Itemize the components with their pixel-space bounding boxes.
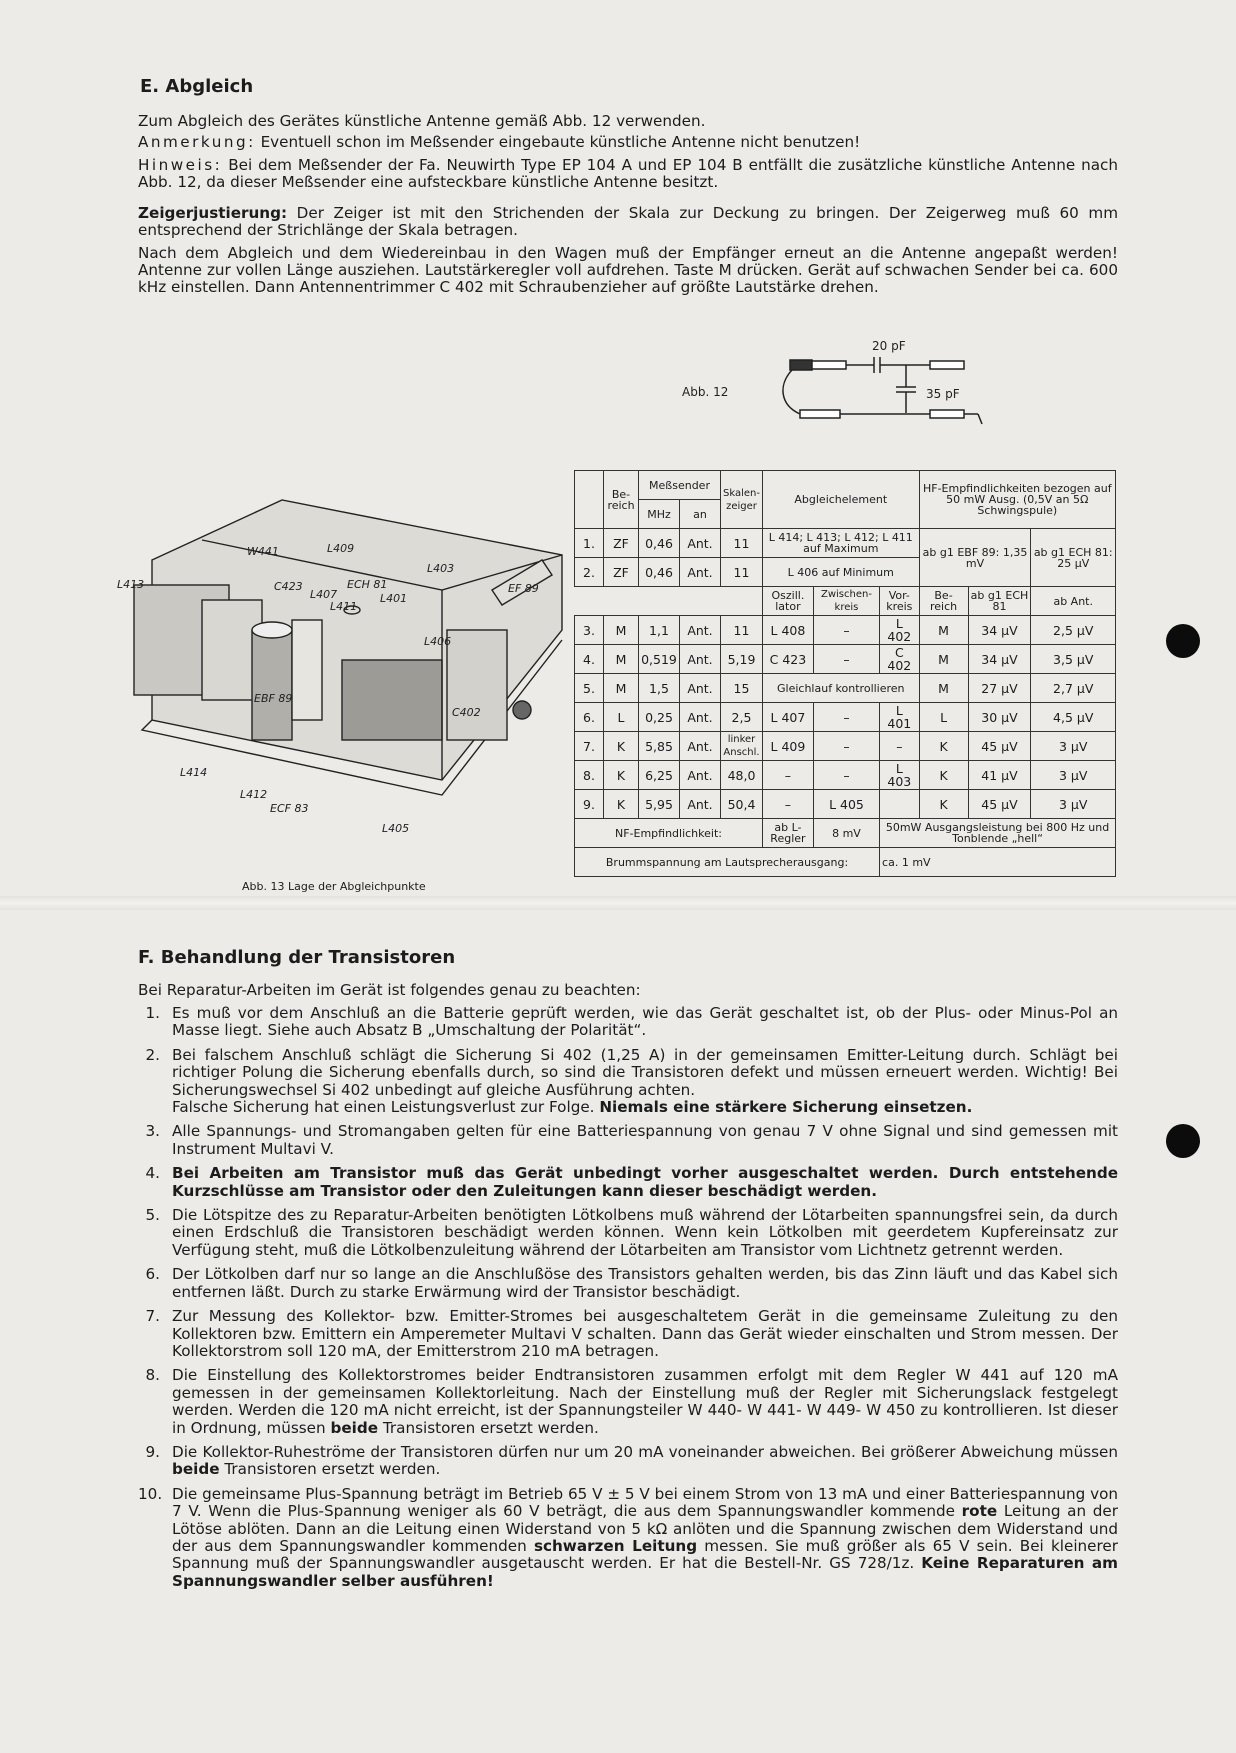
abb12-caption: Abb. 12: [682, 385, 729, 399]
cell: 50,4: [721, 790, 763, 819]
cell: Ant.: [680, 790, 721, 819]
cell: C 402: [880, 645, 920, 674]
list-item: 9. Die Kollektor-Ruheströme der Transistoren dürfen nur um 20 mA voneinander abweichen. Bei größerer Abweichung müssen beide Transistoren ersetzt werden.: [145, 1442, 1118, 1479]
abb13-label-4: L413: [117, 578, 145, 591]
abb13-caption: Abb. 13 Lage der Abgleichpunkte: [242, 880, 426, 893]
cell: M: [919, 645, 968, 674]
table-row: [575, 790, 1116, 819]
cell: 3 μV: [1031, 732, 1116, 761]
cell: 11: [721, 558, 763, 587]
table-row: [575, 703, 1116, 732]
cell: 0,519: [639, 645, 680, 674]
cell: L 403: [880, 761, 920, 790]
punch-hole-top: [1166, 624, 1200, 658]
cell: 30 μV: [968, 703, 1031, 732]
cell: L 405: [813, 790, 879, 819]
cell: ZF: [604, 529, 639, 558]
cell: Ant.: [680, 645, 721, 674]
cell: L 414; L 413; L 412; L 411 auf Maximum: [762, 529, 919, 558]
cell: Ant.: [680, 616, 721, 645]
anmerkung-text: Eventuell schon im Meßsender eingebaute künstliche Antenne nicht benutzen!: [260, 133, 861, 151]
cell: 5,95: [639, 790, 680, 819]
abb13-label-10: EF 89: [508, 582, 539, 595]
cell: 3 μV: [1031, 761, 1116, 790]
cell: L 408: [762, 616, 813, 645]
cell: –: [813, 645, 879, 674]
table-row: [575, 674, 1116, 703]
cell: 9.: [575, 790, 604, 819]
table-row: [575, 529, 1116, 558]
cell: 48,0: [721, 761, 763, 790]
th-messender: Meßsender: [639, 471, 721, 500]
table-row: [575, 732, 1116, 761]
list-item: 5. Die Lötspitze des zu Reparatur-Arbeiten benötigten Lötkolbens muß während der Lötarbeiten spannungsfrei sein, da durch einen Erdschluß die Transistoren beschädigt werden können. Wenn kein Lötkolben mit geerdetem Kupfereinsatz zur Verfügung steht, muß die Lötkolbenzuleitung während der Lötarbeiten am Transistor vom Lichtnetz getrennt werden.: [145, 1206, 1118, 1259]
abb13-label-11: L406: [424, 635, 452, 648]
cell: 27 μV: [968, 674, 1031, 703]
cell: 0,46: [639, 529, 680, 558]
cell: 7.: [575, 732, 604, 761]
cell: 3.: [575, 616, 604, 645]
cell: 6.: [575, 703, 604, 732]
abb13-chassis-drawing: [112, 480, 572, 880]
list-item: 10. Die gemeinsame Plus-Spannung beträgt im Betrieb 65 V ± 5 V bei einem Strom von 13 mA und einer Batteriespannung von 7 V. Wenn die Plus-Spannung weniger als 60 V beträgt, die aus dem Spannungswandler kommende rote Leitung an der Lötöse ablöten. Dann an die Leitung einen Widerstand von 5 kΩ anlöten und die Spannung zwischen dem Widerstand und der aus dem Spannungswandler kommenden schwarzen Leitung messen. Sie muß größer als 65 V sein. Bei kleinerer Spannung muß der Spannungswandler ausgetauscht werden. Er hat die Bestell-Nr. GS 728/1z. Keine Reparaturen am Spannungswandler selber ausführen!: [138, 1484, 1119, 1590]
th-bereich2: Be-reich: [919, 587, 968, 616]
cell: 3,5 μV: [1031, 645, 1116, 674]
section-f-heading: F. Behandlung der Transistoren: [138, 947, 456, 968]
cell: 0,25: [639, 703, 680, 732]
cell: 6,25: [639, 761, 680, 790]
zeiger-text: Der Zeiger ist mit den Strichenden der Skala zur Deckung zu bringen. Der Zeigerweg muß 60 mm entsprechend der Strichlänge der Skala betragen.: [138, 204, 1119, 239]
cell: 1,1: [639, 616, 680, 645]
abb13-label-9: L401: [380, 592, 408, 605]
cell: 5,85: [639, 732, 680, 761]
nf-row: [575, 819, 1116, 848]
abb13-label-15: L412: [240, 788, 268, 801]
abb13-label-13: C402: [452, 706, 481, 719]
cell: L 409: [762, 732, 813, 761]
cell: ZF: [604, 558, 639, 587]
list-item: 8. Die Einstellung des Kollektorstromes beider Endtransistoren zusammen erfolgt mit dem Regler W 441 auf 120 mA gemessen in der gemeinsamen Kollektorleitung. Nach der Einstellung muß der Regler mit Sicherungslack festgelegt werden. Werden die 120 mA nicht erreicht, ist der Spannungsteiler W 440- W 441- W 449- W 450 zu kontrollieren. Ist dieser in Ordnung, müssen beide Transistoren ersetzt werden.: [145, 1366, 1118, 1437]
list-item: 1. Es muß vor dem Anschluß an die Batterie geprüft werden, wie das Gerät geschaltet ist, ob der Plus- oder Minus-Pol an Masse liegt. Siehe auch Absatz B „Umschaltung der Polarität“.: [145, 1004, 1118, 1040]
brumm-label: Brummspannung am Lautsprecherausgang:: [575, 848, 880, 877]
cell: K: [604, 790, 639, 819]
cell: 45 μV: [968, 790, 1031, 819]
page-fold: [0, 896, 1236, 910]
cell: –: [813, 761, 879, 790]
abb13-label-17: L405: [382, 822, 410, 835]
cell: 41 μV: [968, 761, 1031, 790]
th-mhz: MHz: [639, 500, 680, 529]
section-e-heading: E. Abgleich: [140, 76, 254, 97]
zeigerjustierung: [138, 205, 1118, 239]
table-subheader-row: [575, 587, 1116, 616]
cell: 11: [721, 529, 763, 558]
anmerkung: [138, 134, 1118, 151]
section-e-p1: Zum Abgleich des Gerätes künstliche Antenne gemäß Abb. 12 verwenden.: [138, 112, 706, 130]
nf-ab: ab L-Regler: [762, 819, 813, 848]
cell: M: [919, 674, 968, 703]
anmerkung-label: Anmerkung:: [138, 133, 256, 151]
abb13-label-14: L414: [180, 766, 208, 779]
hinweis-label: Hinweis:: [138, 156, 223, 174]
abb12-c2-label: 35 pF: [926, 387, 960, 401]
cell: –: [880, 732, 920, 761]
list-item: 3. Alle Spannungs- und Stromangaben gelten für eine Batteriespannung von genau 7 V ohne Signal und sind gemessen mit Instrument Multavi V.: [145, 1122, 1118, 1158]
cell: L 406 auf Minimum: [762, 558, 919, 587]
cell: 4.: [575, 645, 604, 674]
th-an: an: [680, 500, 721, 529]
cell: 1.: [575, 529, 604, 558]
th-abgleich: Abgleichelement: [762, 471, 919, 529]
cell: –: [762, 761, 813, 790]
cell: Gleichlauf kontrollieren: [762, 674, 919, 703]
cell: –: [813, 703, 879, 732]
th-bereich: Be-reich: [604, 471, 639, 529]
hinweis: [138, 157, 1118, 191]
abb13-label-16: ECF 83: [270, 802, 309, 815]
nf-val: 8 mV: [813, 819, 879, 848]
cell: Ant.: [680, 529, 721, 558]
zeiger-label: Zeigerjustierung:: [138, 204, 288, 222]
th-hf: HF-Empfindlichkeiten bezogen auf 50 mW Ausg. (0,5V an 5Ω Schwingspule): [919, 471, 1115, 529]
table-row: [575, 616, 1116, 645]
abb12-diagram: [680, 330, 1000, 440]
cell: L: [919, 703, 968, 732]
cell: 34 μV: [968, 616, 1031, 645]
cell: ab g1 EBF 89: 1,35 mV: [919, 529, 1031, 587]
abb12-c1-label: 20 pF: [872, 339, 906, 353]
punch-hole-bottom: [1166, 1124, 1200, 1158]
abb13-label-5: C423: [274, 580, 303, 593]
cell: L 402: [880, 616, 920, 645]
cell: Ant.: [680, 558, 721, 587]
th-skalen: Skalen-zeiger: [721, 471, 763, 529]
list-item: 7. Zur Messung des Kollektor- bzw. Emitter-Stromes bei ausgeschaltetem Gerät in die gemeinsame Zuleitung zu den Kollektoren bzw. Emittern ein Amperemeter Multavi V schalten. Dann das Gerät wieder einschalten und Strom messen. Der Kollektorstrom soll 120 mA, der Emitterstrom 210 mA betragen.: [145, 1307, 1118, 1360]
cell: Ant.: [680, 761, 721, 790]
th-ant: ab Ant.: [1031, 587, 1116, 616]
cell: Ant.: [680, 674, 721, 703]
table-row: [575, 645, 1116, 674]
section-f-intro: Bei Reparatur-Arbeiten im Gerät ist folgendes genau zu beachten:: [138, 981, 641, 999]
cell: Ant.: [680, 703, 721, 732]
cell: –: [813, 732, 879, 761]
nf-note: 50mW Ausgangsleistung bei 800 Hz und Tonblende „hell“: [880, 819, 1116, 848]
cell: 34 μV: [968, 645, 1031, 674]
abb13-label-3: L403: [427, 562, 455, 575]
cell: linker Anschl.: [721, 732, 763, 761]
abb13-label-12: EBF 89: [254, 692, 293, 705]
cell: M: [604, 645, 639, 674]
section-e-nach: Nach dem Abgleich und dem Wiedereinbau in den Wagen muß der Empfänger erneut an die Antenne angepaßt werden! Antenne zur vollen Länge ausziehen. Lautstärkeregler voll aufdrehen. Taste M drücken. Gerät auf schwachen Sender bei ca. 600 kHz einstellen. Dann Antennentrimmer C 402 mit Schraubenzieher auf größte Lautstärke drehen.: [138, 244, 1118, 296]
cell: M: [919, 616, 968, 645]
list-item: 6. Der Lötkolben darf nur so lange an die Anschlußöse des Transistors gehalten werden, bis das Zinn läuft und das Kabel sich entfernen läßt. Durch zu starke Erwärmung wird der Transistor beschädigt.: [145, 1265, 1118, 1301]
cell: M: [604, 674, 639, 703]
cell: 2,5: [721, 703, 763, 732]
cell: 4,5 μV: [1031, 703, 1116, 732]
abgleich-table: [574, 470, 1116, 877]
abb13-label-6: L407: [310, 588, 338, 601]
cell: Ant.: [680, 732, 721, 761]
th-oszillator: Oszill. lator: [762, 587, 813, 616]
th-g1: ab g1 ECH 81: [968, 587, 1031, 616]
abb13-label-1: W441: [247, 545, 279, 558]
cell: K: [604, 761, 639, 790]
cell: L 407: [762, 703, 813, 732]
transistor-list: [138, 1005, 1118, 1597]
cell: 11: [721, 616, 763, 645]
brumm-row: [575, 848, 1116, 877]
cell: M: [604, 616, 639, 645]
list-item: 4. Bei Arbeiten am Transistor muß das Gerät unbedingt vorher ausgeschaltet werden. Durch entstehende Kurzschlüsse am Transistor oder den Zuleitungen kann dieser beschädigt werden.: [145, 1164, 1118, 1200]
cell: L: [604, 703, 639, 732]
th-vorkreis: Vor-kreis: [880, 587, 920, 616]
cell: 15: [721, 674, 763, 703]
cell: 45 μV: [968, 732, 1031, 761]
abb13-label-7: ECH 81: [347, 578, 388, 591]
cell: –: [762, 790, 813, 819]
cell: K: [604, 732, 639, 761]
brumm-val: ca. 1 mV: [880, 848, 1116, 877]
cell: K: [919, 790, 968, 819]
cell: 2,5 μV: [1031, 616, 1116, 645]
nf-label: NF-Empfindlichkeit:: [575, 819, 763, 848]
cell: 5,19: [721, 645, 763, 674]
cell: 0,46: [639, 558, 680, 587]
cell: 2.: [575, 558, 604, 587]
cell: 1,5: [639, 674, 680, 703]
cell: K: [919, 761, 968, 790]
table-header-row: [575, 471, 1116, 500]
cell: C 423: [762, 645, 813, 674]
cell: K: [919, 732, 968, 761]
cell: –: [813, 616, 879, 645]
cell: 2,7 μV: [1031, 674, 1116, 703]
cell: 5.: [575, 674, 604, 703]
cell: [880, 790, 920, 819]
hinweis-text: Bei dem Meßsender der Fa. Neuwirth Type EP 104 A und EP 104 B entfällt die zusätzliche künstliche Antenne nach Abb. 12, da dieser Meßsender eine aufsteckbare künstliche Antenne besitzt.: [138, 156, 1118, 191]
th-zwischenkreis: Zwischen-kreis: [813, 587, 879, 616]
cell: ab g1 ECH 81: 25 μV: [1031, 529, 1116, 587]
list-item: 2. Bei falschem Anschluß schlägt die Sicherung Si 402 (1,25 A) in der gemeinsamen Emitter-Leitung durch. Schlägt bei richtiger Polung die Sicherung ebenfalls durch, so sind die Transistoren defekt und müssen erneuert werden. Wichtig! Bei Sicherungswechsel Si 402 unbedingt auf gleiche Ausführung achten. Falsche Sicherung hat einen Leistungsverlust zur Folge. Niemals eine stärkere Sicherung einsetzen.: [145, 1045, 1118, 1117]
abb13-label-8: L411: [330, 600, 358, 613]
cell: 8.: [575, 761, 604, 790]
cell: 3 μV: [1031, 790, 1116, 819]
table-row: [575, 761, 1116, 790]
cell: L 401: [880, 703, 920, 732]
abb13-label-2: L409: [327, 542, 355, 555]
